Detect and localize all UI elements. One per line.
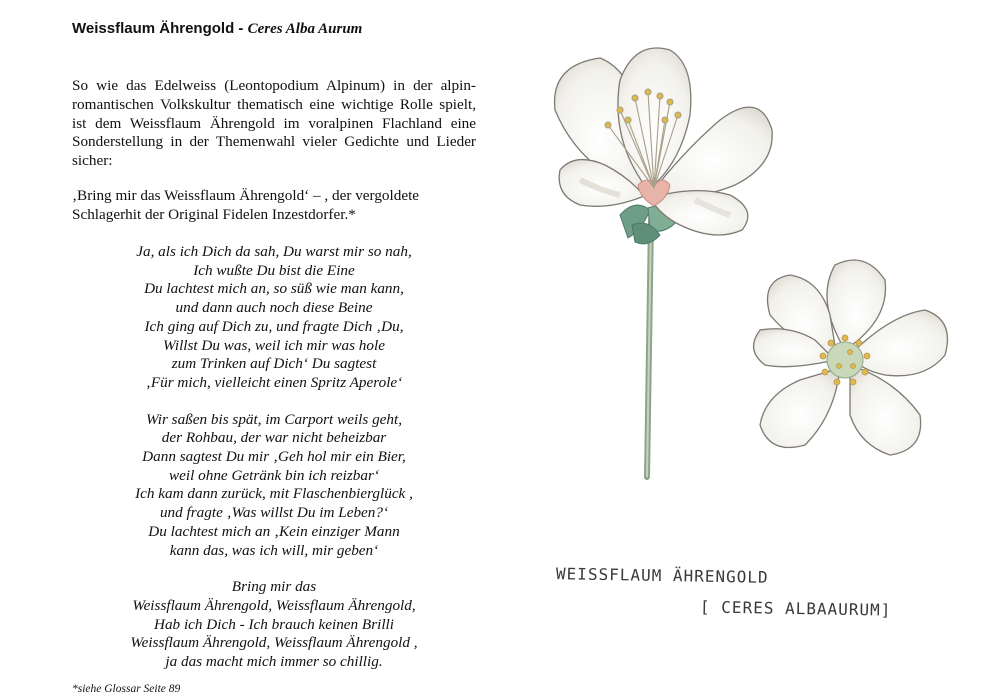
stemmed-blossom — [555, 48, 773, 477]
poem-line: Weissflaum Ährengold, Weissflaum Ährengold , — [130, 634, 418, 652]
poem-line: zum Trinken auf Dich‘ Du sagtest — [171, 355, 377, 373]
song-reference-line: Schlagerhit der Original Fidelen Inzestdorfer.* — [72, 205, 356, 223]
poem-line: ‚Für mich, vielleicht einen Spritz Aperole‘ — [145, 373, 403, 391]
song-reference-line: ‚Bring mir das Weissflaum Ährengold‘ – , der vergoldete — [72, 187, 420, 204]
common-name: Weissflaum Ährengold - — [72, 20, 248, 37]
poem-line: der Rohbau, der war nicht beheizbar — [161, 429, 387, 447]
poem-line: Du lachtest mich an ‚Kein einziger Mann — [148, 522, 400, 540]
blossom-center — [827, 342, 863, 378]
poem-line: Bring mir das — [231, 578, 317, 596]
poem-line: Ich kam dann zurück, mit Flaschenbierglück , — [135, 485, 413, 503]
poem-line: Ich wußte Du bist die Eine — [193, 261, 355, 279]
illustration-caption-latin: [ CERES ALBAAURUM] — [699, 597, 892, 620]
poem — [72, 243, 476, 672]
flower-illustration — [520, 20, 980, 490]
poem-line: weil ohne Getränk bin ich reizbar‘ — [169, 466, 379, 484]
poem-line: Hab ich Dich - Ich brauch keinen Brilli — [154, 615, 394, 633]
poem-line: Du lachtest mich an, so süß wie man kann, — [144, 280, 404, 298]
petals — [555, 48, 773, 235]
illustration-caption: WEISSFLAUM ÄHRENGOLD — [555, 564, 769, 587]
page-title — [72, 20, 362, 38]
poem-line: und fragte ‚Was willst Du im Leben?‘ — [159, 504, 389, 522]
poem-line: Willst Du was, weil ich mir was hole — [163, 336, 385, 354]
poem-line: Wir saßen bis spät, im Carport weils geht, — [145, 410, 403, 428]
poem-line: Ich ging auf Dich zu, und fragte Dich ‚Du, — [144, 317, 404, 335]
poem-line: kann das, was ich will, mir geben‘ — [169, 541, 379, 559]
footnote: *siehe Glossar Seite 89 — [72, 683, 181, 695]
open-blossom — [754, 260, 948, 455]
poem-line: Dann sagtest Du mir ‚Geh hol mir ein Bier, — [142, 448, 406, 466]
song-reference — [72, 187, 476, 225]
poem-line: Weissflaum Ährengold, Weissflaum Ährengold, — [132, 596, 416, 614]
poem-line: Ja, als ich Dich da sah, Du warst mir so nah, — [136, 243, 412, 260]
intro-paragraph: So wie das Edelweiss (Leontopodium Alpinum) in der alpin-romantischen Volkskultur thematisch eine wichtige Rolle spielt, ist dem Weissflaum Ährengold im voralpinen Flachland eine Sonderstellung in der Themenwahl vieler Gedichte und Lieder sicher: — [72, 77, 476, 170]
poem-line: ja das macht mich immer so chillig. — [165, 653, 383, 671]
scientific-name: Ceres Alba Aurum — [247, 21, 363, 37]
poem-line: und dann auch noch diese Beine — [175, 299, 373, 317]
